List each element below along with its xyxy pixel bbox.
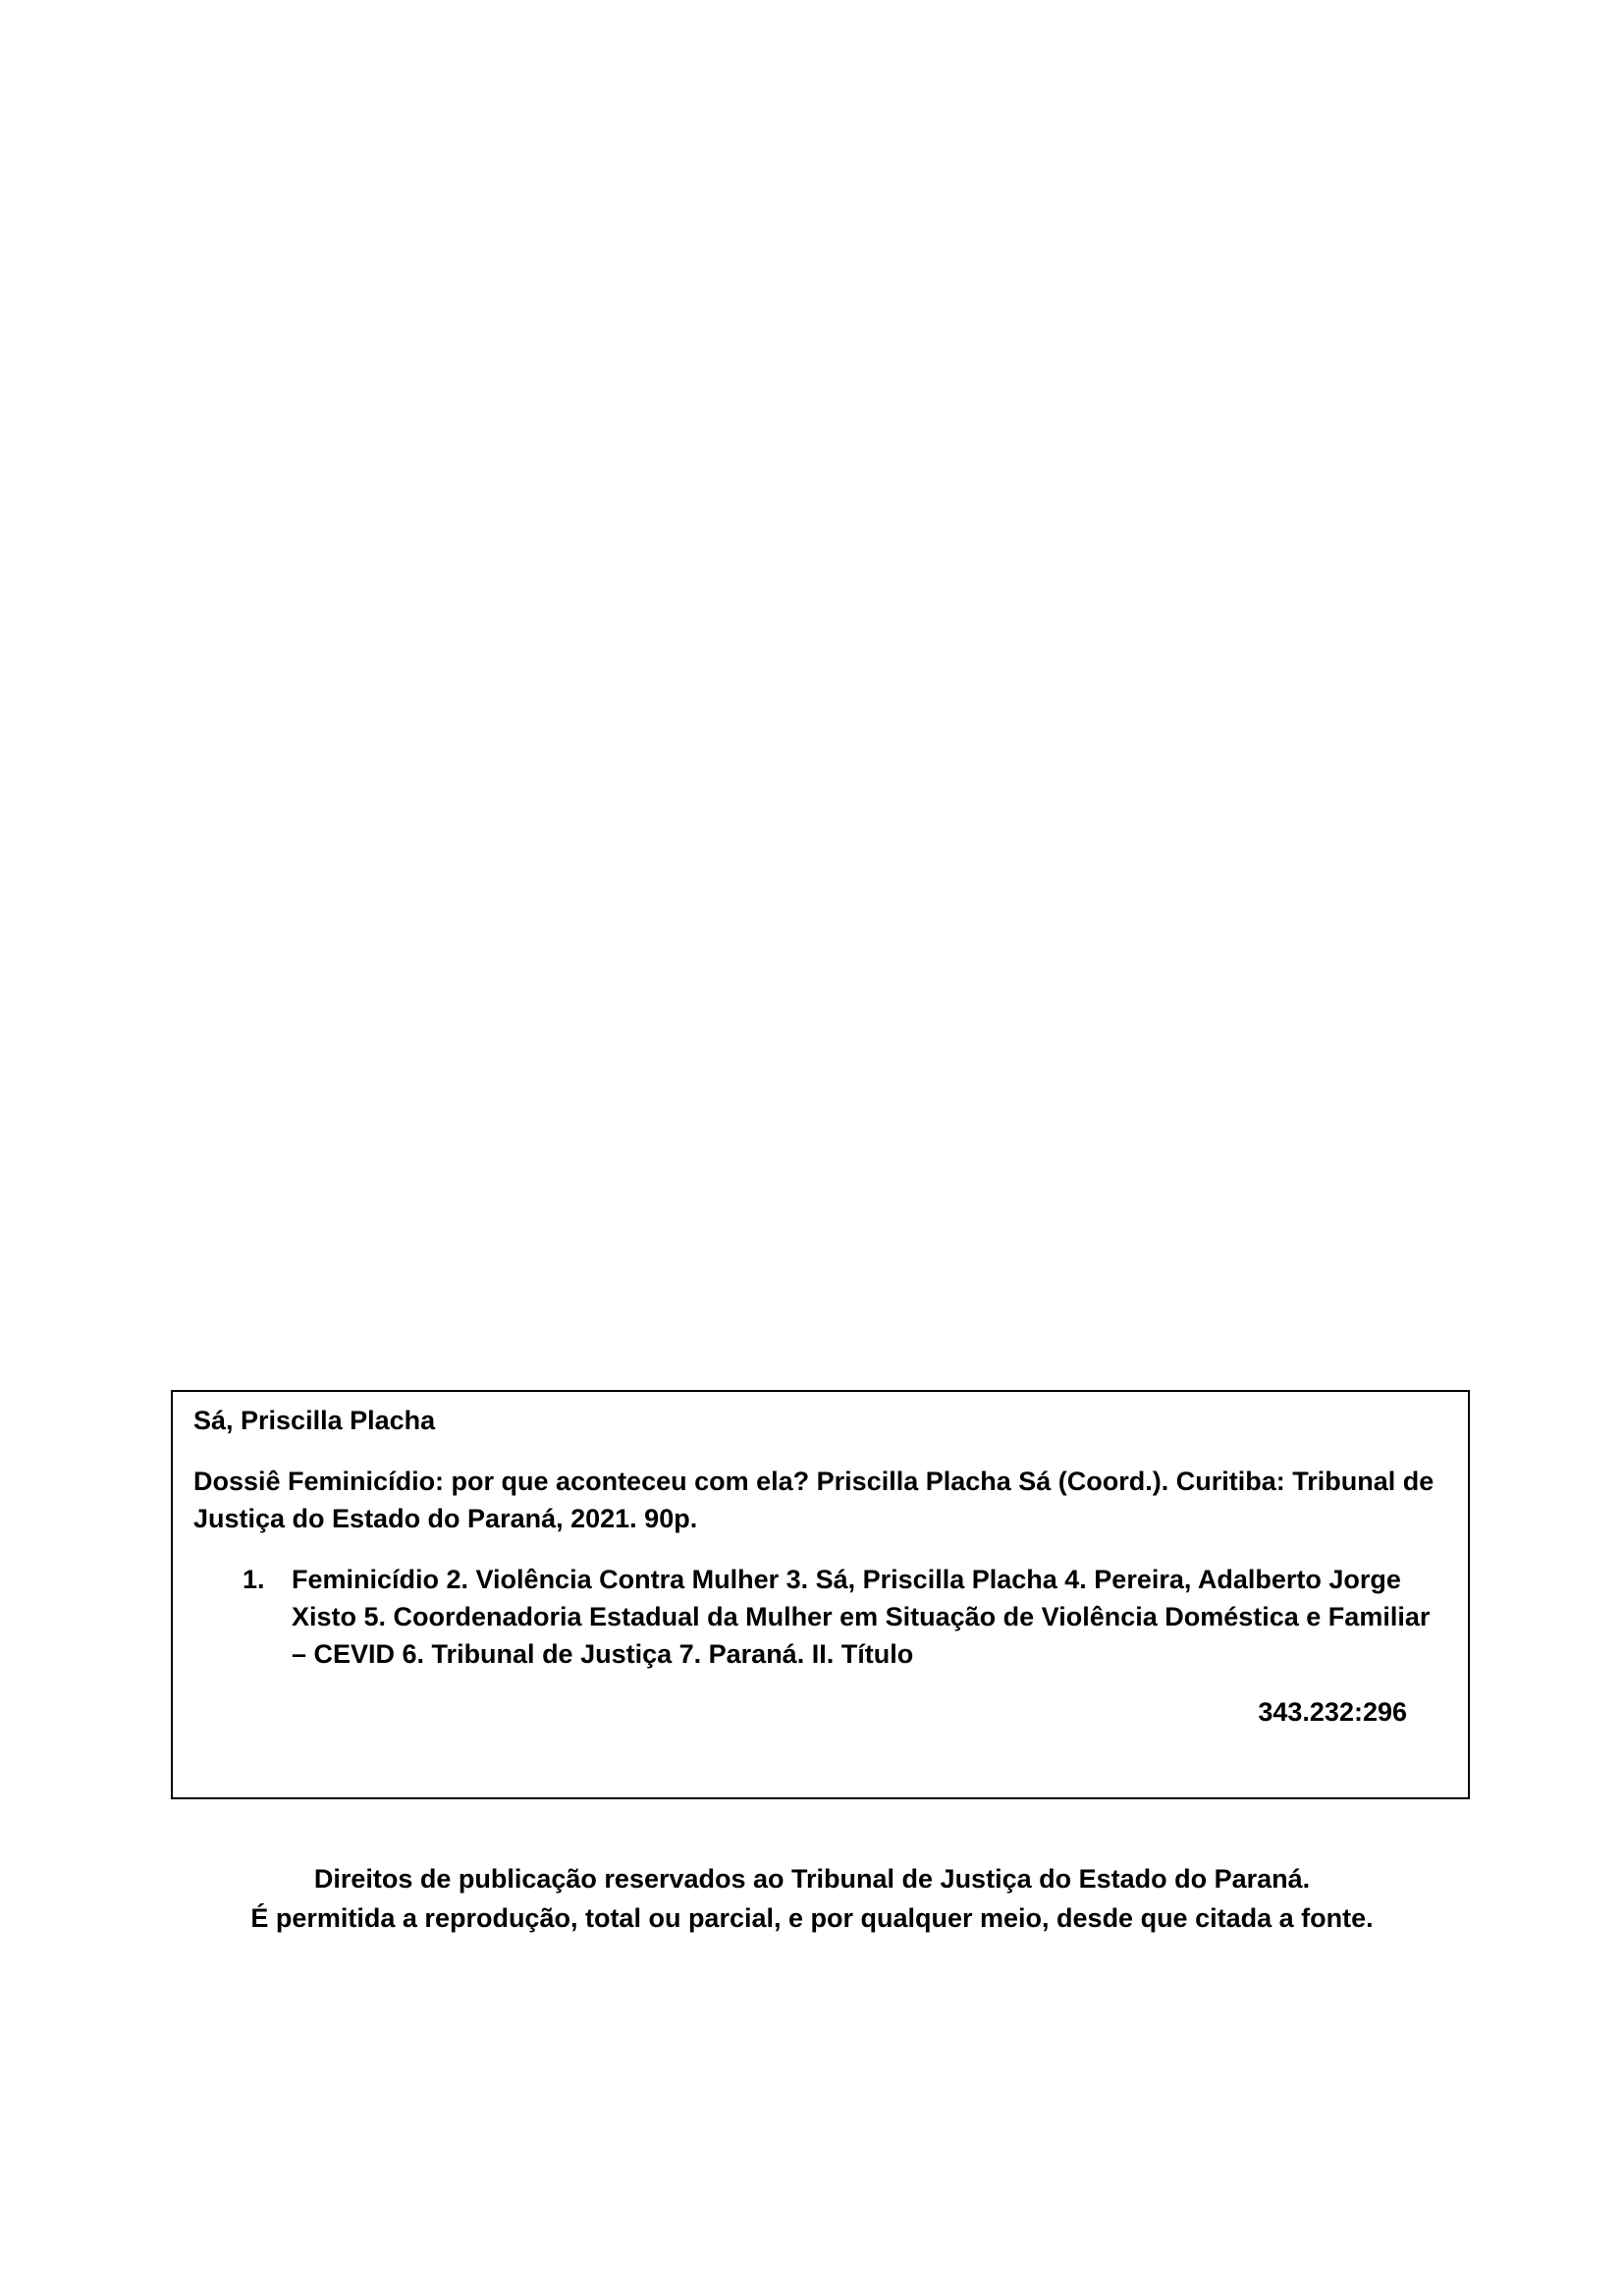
card-classification: 343.232:296 <box>1258 1697 1407 1727</box>
rights-line-2: É permitida a reprodução, total ou parcial, e por qualquer meio, desde que citada a fonte. <box>250 1903 1374 1933</box>
card-subjects-list <box>243 1561 1450 1673</box>
catalog-card <box>171 1390 1470 1799</box>
card-author: Sá, Priscilla Placha <box>193 1406 436 1435</box>
rights-notice <box>0 1859 1624 1938</box>
list-item-number: 1. <box>243 1565 265 1594</box>
card-subjects-text: Feminicídio 2. Violência Contra Mulher 3. Sá, Priscilla Placha 4. Pereira, Adalberto Jorge Xisto 5. Coordenadoria Estadual da Mulher em Situação de Violência Doméstica e Familiar – CEVID 6. Tribunal de Justiça 7. Paraná. II. Título <box>292 1565 1431 1669</box>
rights-line-1: Direitos de publicação reservados ao Tribunal de Justiça do Estado do Paraná. <box>313 1864 1311 1894</box>
card-reference: Dossiê Feminicídio: por que aconteceu com ela? Priscilla Placha Sá (Coord.). Curitiba: Tribunal de Justiça do Estado do Paraná, 2021. 90p. <box>193 1467 1435 1533</box>
list-item <box>243 1561 1450 1673</box>
